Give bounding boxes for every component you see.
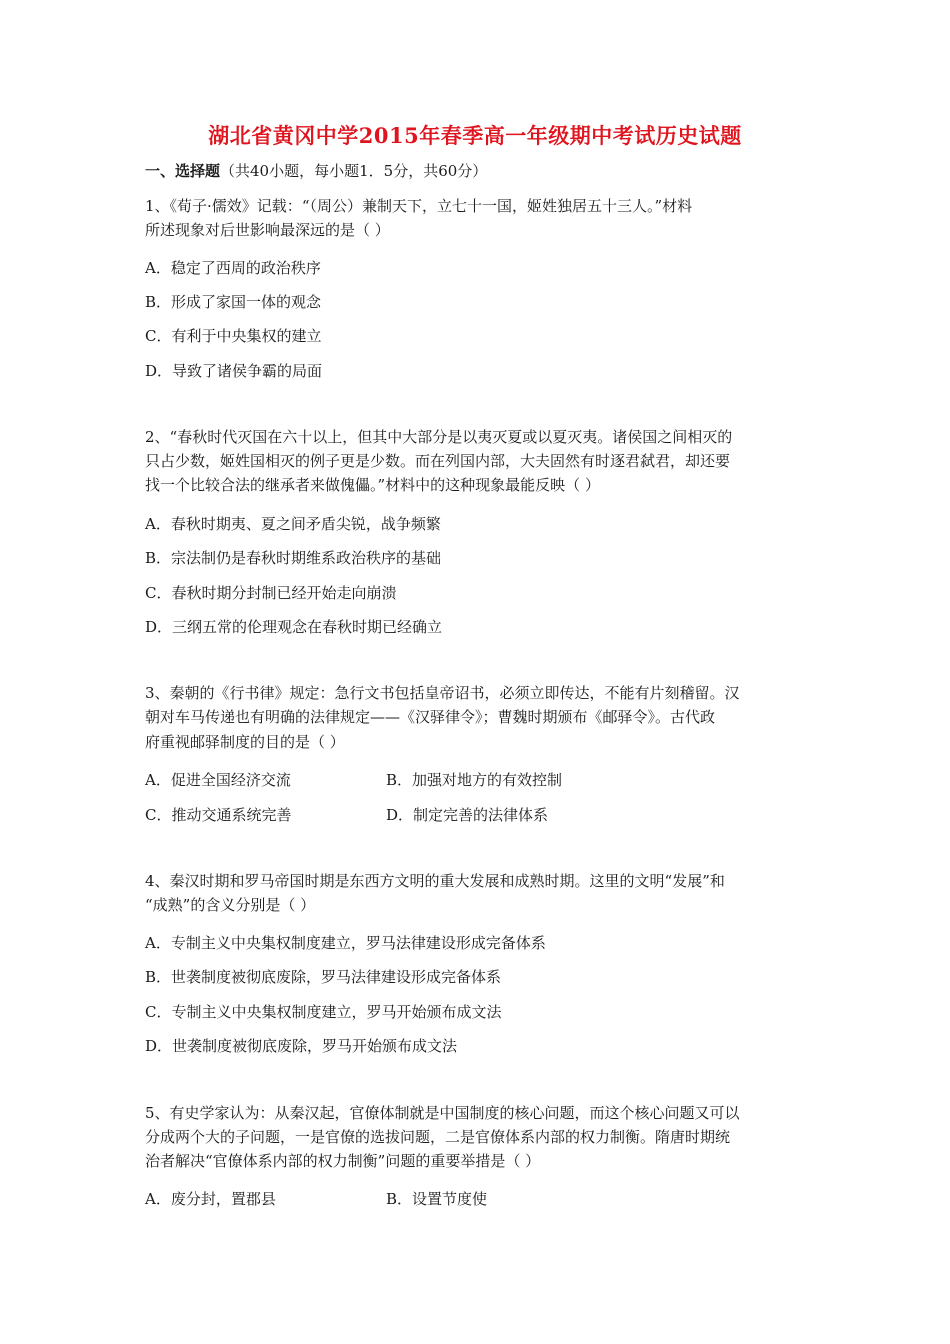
section-description: （共40小题，每小题1．5分，共60分） — [220, 162, 488, 180]
question-2-option-c: C．春秋时期分封制已经开始走向崩溃 — [145, 584, 397, 602]
question-3-line-1: 3、秦朝的《行书律》规定：急行文书包括皇帝诏书，必须立即传达，不能有片刻稽留。汉 — [145, 684, 740, 702]
exam-title: 湖北省黄冈中学2015年春季高一年级期中考试历史试题 — [208, 123, 742, 148]
question-2-option-a: A．春秋时期夷、夏之间矛盾尖锐，战争频繁 — [145, 515, 441, 533]
question-3-line-3: 府重视邮驿制度的目的是（ ） — [145, 733, 345, 751]
question-3-option-c: C．推动交通系统完善 — [145, 806, 292, 824]
question-1-line-2: 所述现象对后世影响最深远的是（ ） — [145, 221, 390, 239]
question-2-line-2: 只占少数，姬姓国相灭的例子更是少数。而在列国内部，大夫固然有时逐君弑君，却还要 — [145, 452, 731, 470]
question-3-line-2: 朝对车马传递也有明确的法律规定——《汉驿律令》；曹魏时期颁布《邮驿令》。古代政 — [145, 708, 716, 726]
question-5-line-3: 治者解决“官僚体系内部的权力制衡”问题的重要举措是（ ） — [145, 1152, 541, 1170]
question-5-line-1: 5、有史学家认为：从秦汉起，官僚体制就是中国制度的核心问题，而这个核心问题又可以 — [145, 1104, 740, 1122]
question-4-option-d: D．世袭制度被彻底废除，罗马开始颁布成文法 — [145, 1037, 458, 1055]
question-4-line-1: 4、秦汉时期和罗马帝国时期是东西方文明的重大发展和成熟时期。这里的文明“发展”和 — [145, 872, 725, 890]
question-4-option-a: A．专制主义中央集权制度建立，罗马法律建设形成完备体系 — [145, 934, 546, 952]
section-label: 一、选择题 — [145, 162, 221, 180]
question-5-option-a: A．废分封，置郡县 — [145, 1190, 276, 1208]
question-1-option-b: B．形成了家国一体的观念 — [145, 293, 322, 311]
question-4-option-b: B．世袭制度被彻底废除，罗马法律建设形成完备体系 — [145, 968, 502, 986]
question-1-option-a: A．稳定了西周的政治秩序 — [145, 259, 321, 277]
question-2-line-3: 找一个比较合法的继承者来做傀儡。”材料中的这种现象最能反映（ ） — [145, 476, 600, 494]
question-3-option-b: B．加强对地方的有效控制 — [386, 771, 563, 789]
question-5-line-2: 分成两个大的子问题，一是官僚的选拔问题，二是官僚体系内部的权力制衡。隋唐时期统 — [145, 1128, 731, 1146]
question-4-option-c: C．专制主义中央集权制度建立，罗马开始颁布成文法 — [145, 1003, 502, 1021]
section-heading — [145, 160, 487, 181]
question-5-option-b: B．设置节度使 — [386, 1190, 488, 1208]
question-1-option-c: C．有利于中央集权的建立 — [145, 327, 322, 345]
question-1-line-1: 1、《荀子·儒效》记载：“（周公）兼制天下，立七十一国，姬姓独居五十三人。”材料 — [145, 197, 693, 215]
question-3-option-d: D．制定完善的法律体系 — [386, 806, 549, 824]
question-4-line-2: “成熟”的含义分别是（ ） — [145, 896, 316, 914]
question-2-option-d: D．三纲五常的伦理观念在春秋时期已经确立 — [145, 618, 443, 636]
question-2-line-1: 2、“春秋时代灭国在六十以上，但其中大部分是以夷灭夏或以夏灭夷。诸侯国之间相灭的 — [145, 428, 733, 446]
question-3-option-a: A．促进全国经济交流 — [145, 771, 291, 789]
question-2-option-b: B．宗法制仍是春秋时期维系政治秩序的基础 — [145, 549, 442, 567]
question-1-option-d: D．导致了诸侯争霸的局面 — [145, 362, 323, 380]
